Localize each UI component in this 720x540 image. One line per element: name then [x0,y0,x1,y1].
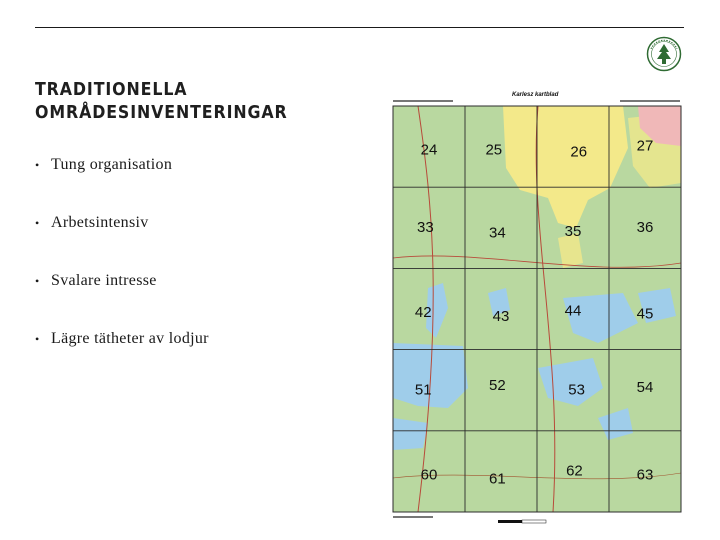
map-header-strip [620,100,680,102]
grid-cell-label: 24 [420,141,438,159]
bullet-item [35,327,209,385]
title-line-2: OMRÅDESINVENTERINGAR [35,102,288,123]
grid-cell-label: 27 [636,137,654,155]
bullet-icon: • [35,332,40,346]
grid-cell-label: 35 [564,222,582,240]
map-title: Karlesz kartblad [512,92,559,98]
grid-cell-label: 60 [420,466,438,484]
bullet-text: Lägre tätheter av lodjur [51,330,209,347]
bullet-item [35,153,209,211]
bullet-text: Tung organisation [51,156,173,173]
grid-cell-label: 54 [636,378,654,396]
grid-cell-label: 52 [489,377,506,395]
grid-cell-label: 62 [566,462,583,480]
bullet-icon: • [35,158,40,172]
grid-cell-label: 34 [489,224,506,242]
grid-cell-label: 51 [414,381,432,399]
grid-cell-label: 33 [417,218,434,236]
grid-cell-label: 53 [568,381,585,399]
bullet-icon: • [35,274,40,288]
organization-logo [646,36,682,72]
grid-cell-label: 44 [564,302,582,320]
grid-cell-label: 45 [636,305,654,323]
grid-cell-label: 26 [570,143,588,161]
map-scale-bar [498,520,546,523]
bullet-icon: • [35,216,40,230]
title-line-1: TRADITIONELLA [35,79,188,100]
lake [393,418,428,450]
topographic-map [388,88,686,528]
map-header-strip [393,100,453,102]
map-footer-strip [393,516,433,518]
top-divider [35,27,684,28]
slide-title [35,78,325,124]
bullet-list [35,153,209,385]
grid-cell-label: 36 [636,218,654,236]
bullet-text: Svalare intresse [51,272,157,289]
grid-cell-label: 25 [485,141,503,159]
bullet-text: Arbetsintensiv [51,214,149,231]
grid-cell-label: 61 [489,470,506,488]
bullet-item [35,269,209,327]
bullet-item [35,211,209,269]
grid-cell-label: 63 [636,466,654,484]
grid-cell-label: 43 [492,308,510,326]
grid-cell-label: 42 [414,304,432,322]
map-canvas [388,88,686,528]
